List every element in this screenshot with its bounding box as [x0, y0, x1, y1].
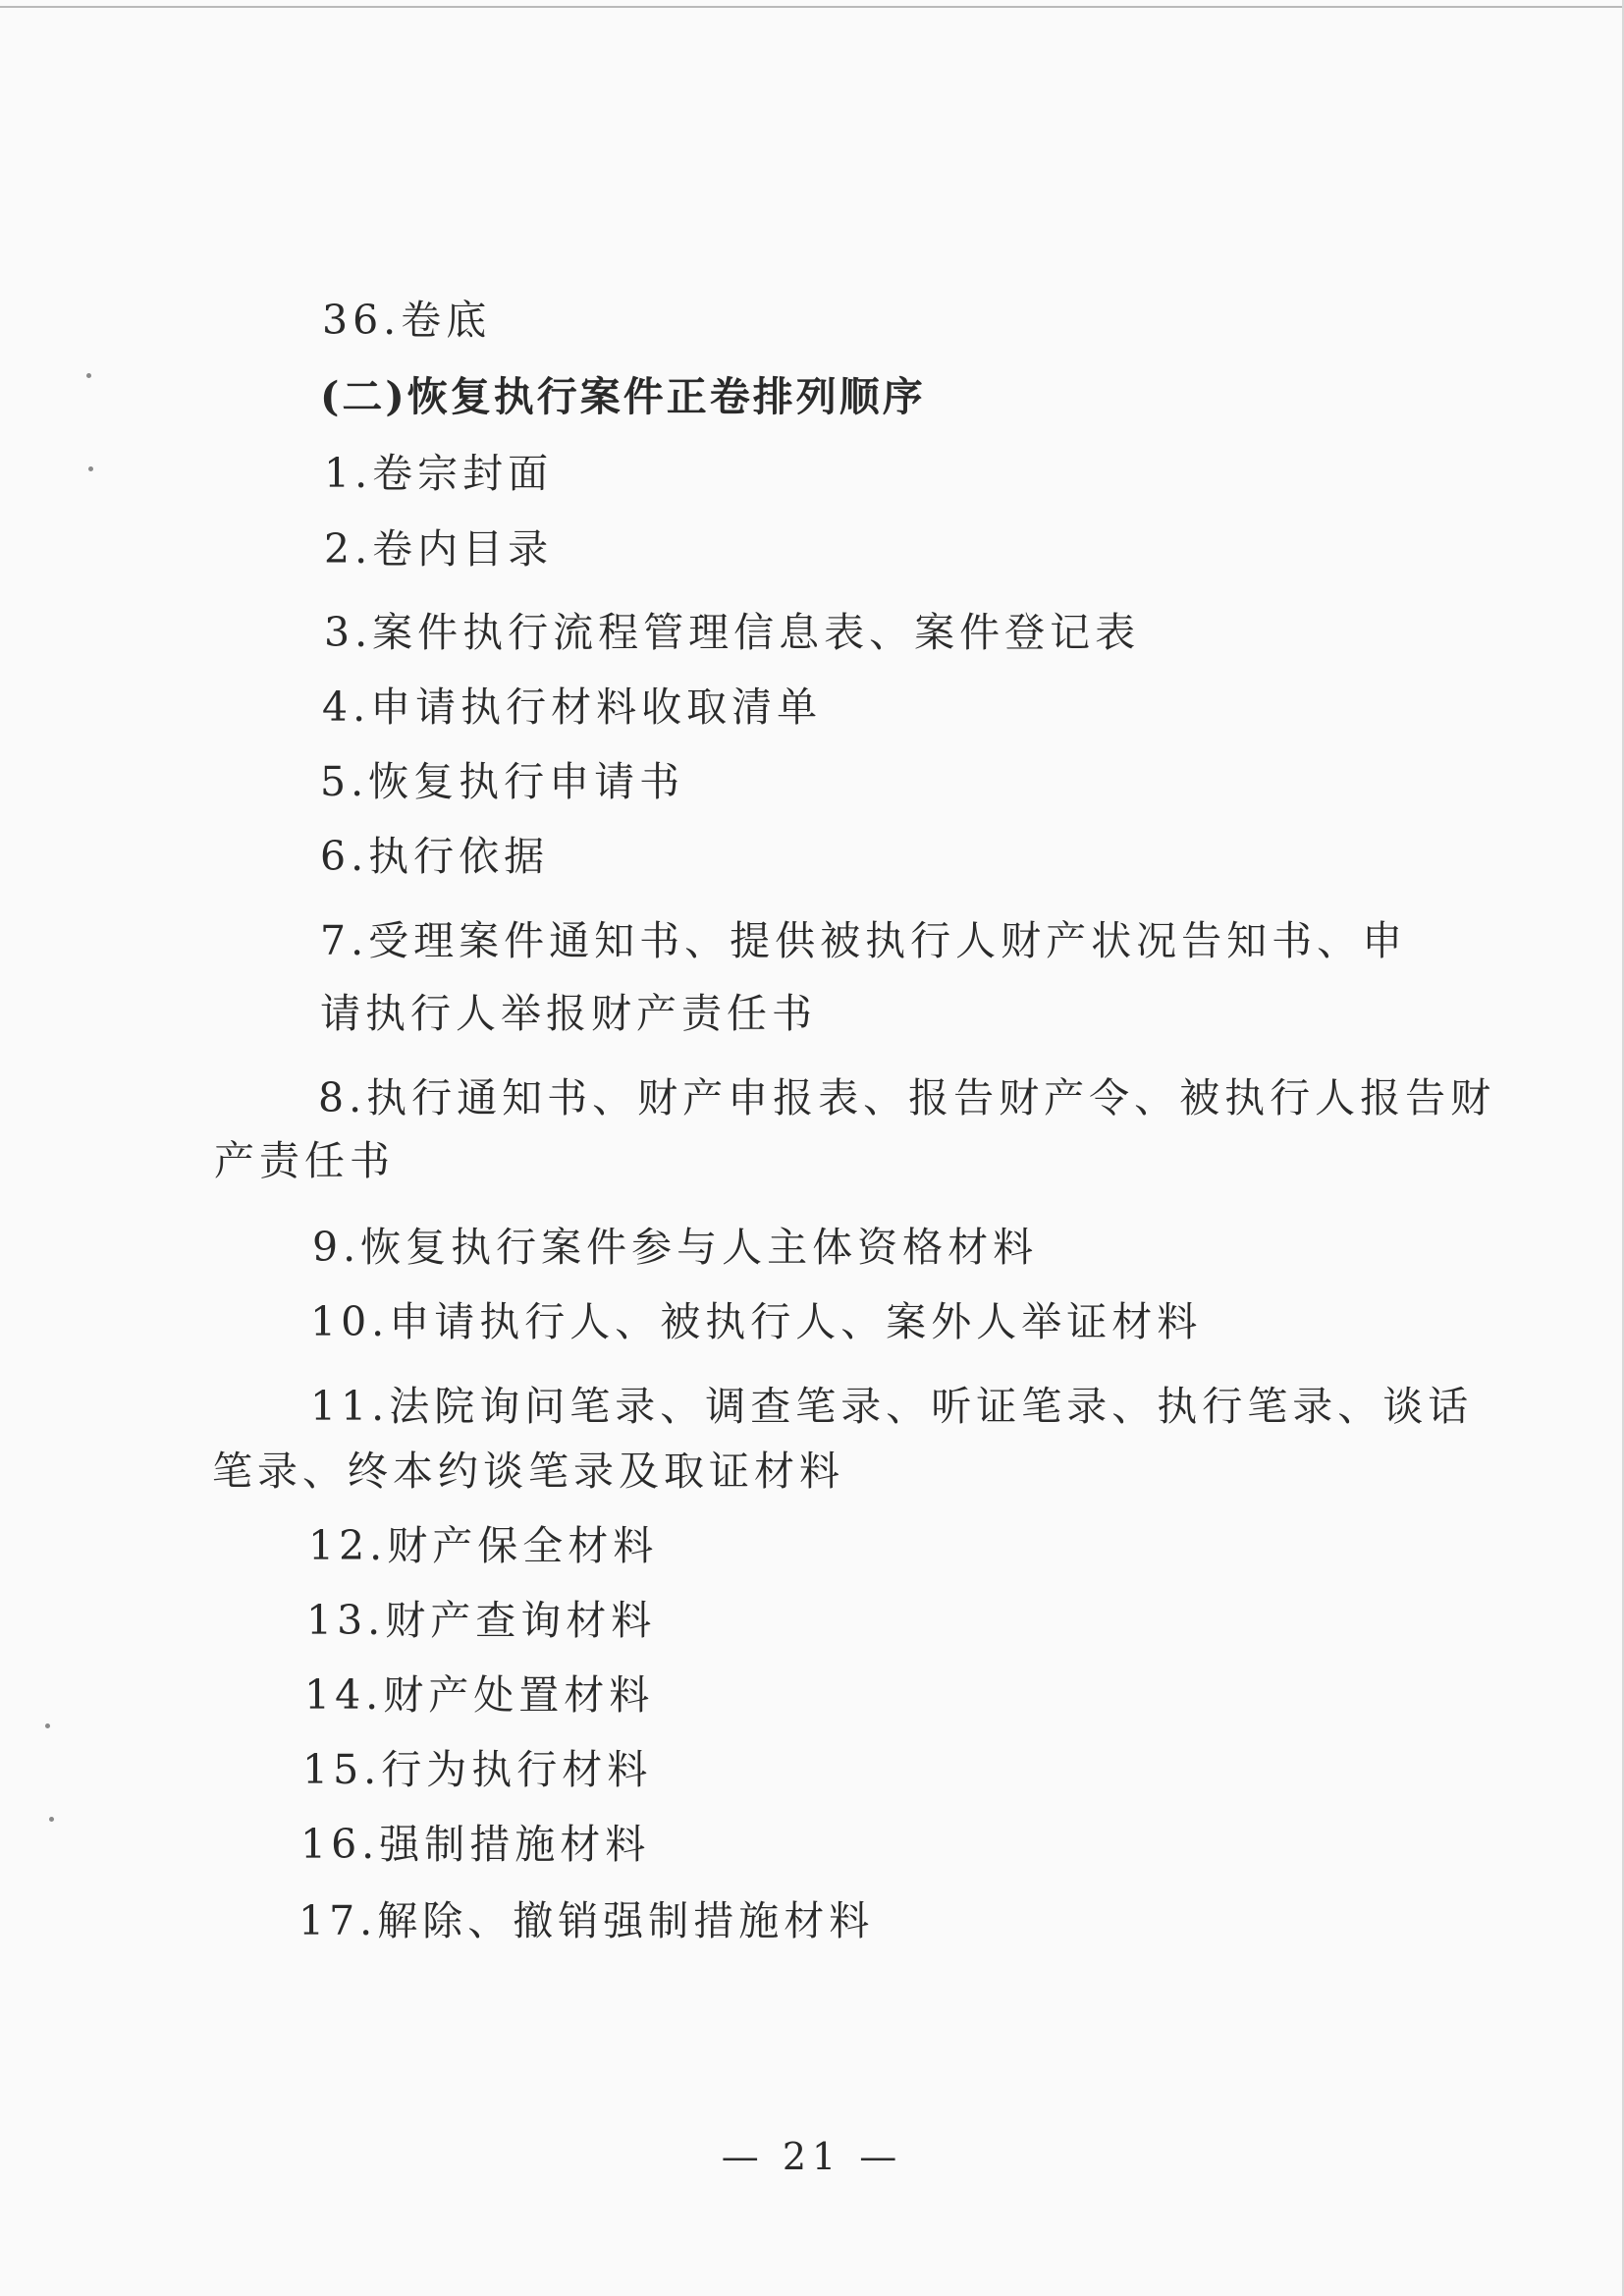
- list-item-3: 3.案件执行流程管理信息表、案件登记表: [324, 609, 1141, 656]
- scan-dot-2: [88, 466, 93, 471]
- list-item-8: 8.执行通知书、财产申报表、报告财产令、被执行人报告财: [318, 1074, 1496, 1121]
- scan-dot-3: [45, 1723, 50, 1728]
- list-item-2: 2.卷内目录: [324, 525, 554, 573]
- list-item-7-continuation: 请执行人举报财产责任书: [320, 990, 817, 1037]
- list-item-6: 6.执行依据: [320, 833, 550, 880]
- list-item-1: 1.卷宗封面: [324, 450, 554, 497]
- list-item-7: 7.受理案件通知书、提供被执行人财产状况告知书、申: [320, 917, 1408, 964]
- list-item-5: 5.恢复执行申请书: [320, 758, 685, 805]
- top-border: [0, 6, 1624, 8]
- list-item-14: 14.财产处置材料: [304, 1671, 655, 1719]
- list-item-12: 12.财产保全材料: [308, 1522, 659, 1569]
- list-item-13: 13.财产查询材料: [306, 1597, 657, 1644]
- list-item-4: 4.申请执行材料收取清单: [322, 683, 823, 731]
- list-item-17: 17.解除、撤销强制措施材料: [298, 1897, 875, 1944]
- section-heading: (二)恢复执行案件正卷排列顺序: [320, 373, 926, 420]
- list-item-11: 11.法院询问笔录、调查笔录、听证笔录、执行笔录、谈话: [310, 1383, 1474, 1430]
- scan-dot-4: [49, 1817, 54, 1822]
- list-item-11-continuation: 笔录、终本约谈笔录及取证材料: [212, 1448, 844, 1495]
- scan-dot-1: [86, 373, 91, 378]
- list-item-9: 9.恢复执行案件参与人主体资格材料: [312, 1224, 1039, 1271]
- list-item-10: 10.申请执行人、被执行人、案外人举证材料: [310, 1298, 1203, 1345]
- list-item-36: 36.卷底: [322, 297, 492, 344]
- list-item-15: 15.行为执行材料: [302, 1746, 653, 1793]
- list-item-16: 16.强制措施材料: [300, 1821, 651, 1868]
- page-number: — 21 —: [721, 2135, 903, 2178]
- list-item-8-continuation: 产责任书: [214, 1137, 395, 1184]
